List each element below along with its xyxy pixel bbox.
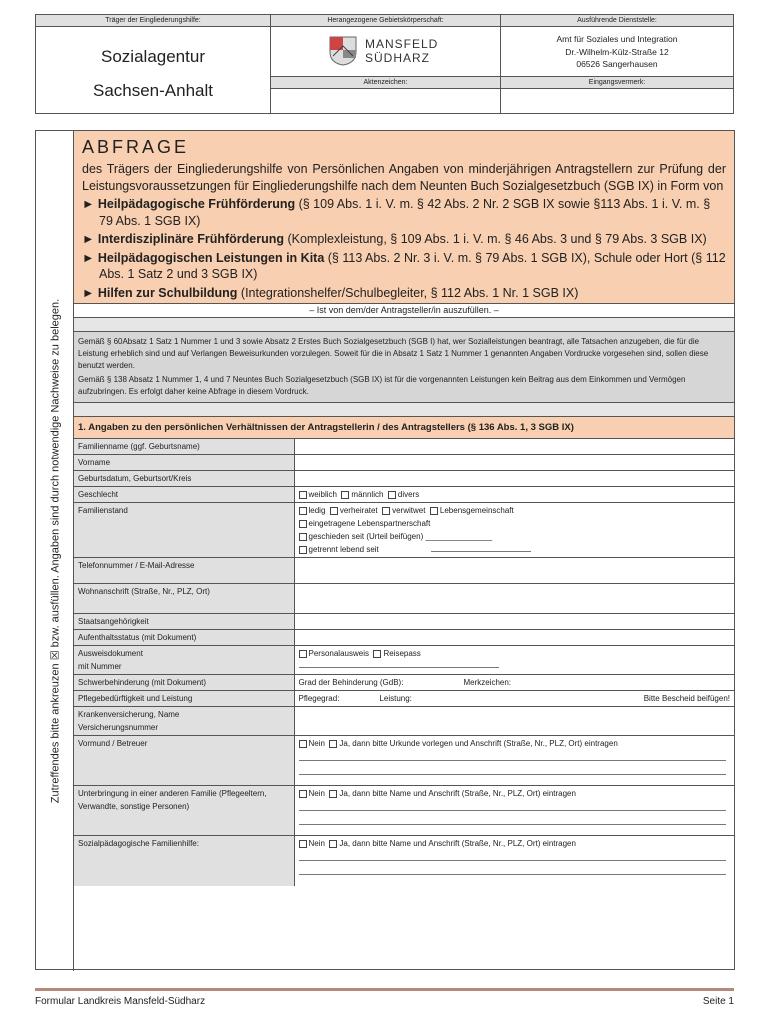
table-row	[74, 630, 734, 646]
table-row: Schwerbehinderung (mit Dokument) Grad der Behinderung (GdB): Merkzeichen:	[74, 675, 734, 691]
table-row: Unterbringung in einer anderen Familie (Pflegeeltern, Verwandte, sonstige Personen) Nein Ja, dann bitte Name und Anschrift (Straße, Nr., PLZ, Ort) eintragen	[74, 786, 734, 836]
side-text: Zutreffendes bitte ankreuzen ☒ bzw. ausfüllen. Angaben sind durch notwendige Nachweise zu belegen.	[49, 298, 62, 804]
field-label: Telefonnummer / E-Mail-Adresse	[74, 558, 294, 584]
info-text-1: Gemäß § 60Absatz 1 Satz 1 Nummer 1 und 3 sowie Absatz 2 Erstes Buch Sozialgesetzbuch (SGB I) hat, wer Sozialleistungen beantragt, alle Tatsachen anzugeben, die für die Leistung erheblich sind und auf Verlangen Beweisurkunden vorzulegen. Soweit für die in Absatz 1 Satz 1 Nummer 1 genannten Angaben Vordrucke vorgesehen sind, sollen diese benutzt werden.	[78, 337, 709, 370]
checkbox-sozpaed-ja[interactable]	[329, 840, 337, 848]
field-label: Krankenversicherung, Name Versicherungsnummer	[74, 707, 294, 736]
stelle-address	[501, 27, 733, 77]
staat-input[interactable]	[294, 614, 734, 630]
checkbox-personalausweis[interactable]	[299, 650, 307, 658]
checkbox-partnerschaft[interactable]	[299, 520, 307, 528]
abfrage-title: ABFRAGE	[82, 137, 190, 157]
abfrage-box	[74, 131, 734, 304]
checkbox-verheiratet[interactable]	[330, 507, 338, 515]
info-text-2: Gemäß § 138 Absatz 1 Nummer 1, 4 und 7 Neuntes Buch Sozialgesetzbuch (SGB IX) ist für die vorgenannten Leistungen kein Beitrag aus dem Einkommen und Vermögen aufzubringen. Es erfolgt daher keine Abfrage in diesem Vordruck.	[78, 375, 686, 396]
page-footer	[35, 988, 734, 1007]
field-label: Pflegebedürftigkeit und Leistung	[74, 691, 294, 707]
field-label: Staatsangehörigkeit	[74, 614, 294, 630]
field-label: Unterbringung in einer anderen Familie (Pflegeeltern, Verwandte, sonstige Personen)	[74, 786, 294, 836]
field-label: Familienstand	[74, 503, 294, 558]
checkbox-reisepass[interactable]	[373, 650, 381, 658]
aufenthalt-input[interactable]	[294, 630, 734, 646]
vorname-input[interactable]	[294, 455, 734, 471]
checkbox-unterbringung-nein[interactable]	[299, 790, 307, 798]
checkbox-verwitwet[interactable]	[382, 507, 390, 515]
stelle-line2: Dr.-Wilhelm-Külz-Straße 12	[565, 46, 669, 57]
personal-data-table	[74, 439, 734, 886]
section-title: 1. Angaben zu den persönlichen Verhältnissen der Antragstellerin / des Antragstellers (§ 136 Abs. 1, 3 SGB IX)	[74, 417, 734, 439]
label-eingang: Eingangsvermerk:	[501, 77, 733, 89]
agency-line1: Sozialagentur	[101, 47, 205, 66]
eingang-field[interactable]	[501, 89, 733, 113]
agency-line2: Sachsen-Anhalt	[92, 81, 214, 100]
kv-input[interactable]	[294, 707, 734, 736]
logo-line2: SÜDHARZ	[365, 51, 431, 65]
checkbox-sozpaed-nein[interactable]	[299, 840, 307, 848]
footer-form-name: Formular Landkreis Mansfeld-Südharz	[35, 996, 206, 1007]
checkbox-weiblich[interactable]	[299, 491, 307, 499]
table-row: Vormund / Betreuer Nein Ja, dann bitte Urkunde vorlegen und Anschrift (Straße, Nr., PLZ, Ort) eintragen	[74, 736, 734, 786]
checkbox-getrennt[interactable]	[299, 546, 307, 554]
label-gebiet: Herangezogene Gebietskörperschaft:	[271, 15, 501, 27]
table-row	[74, 455, 734, 471]
field-label: Geburtsdatum, Geburtsort/Kreis	[74, 471, 294, 487]
stelle-line3: 06526 Sangerhausen	[576, 59, 658, 69]
label-stelle: Ausführende Dienststelle:	[501, 15, 733, 27]
list-item: ► Heilpädagogische Frühförderung (§ 109 Abs. 1 i. V. m. § 42 Abs. 2 Nr. 2 SGB IX sowie §113 Abs. 1 i. V. m. § 79 Abs. 1 SGB IX)	[82, 197, 711, 228]
checkbox-ledig[interactable]	[299, 507, 307, 515]
wohnanschrift-input[interactable]	[294, 584, 734, 614]
checkbox-maennlich[interactable]	[341, 491, 349, 499]
page-number: Seite 1	[702, 996, 734, 1007]
agency-name	[36, 27, 271, 114]
label-traeger: Träger der Eingliederungshilfe:	[36, 15, 271, 27]
header-table	[35, 14, 734, 114]
telefon-input[interactable]	[294, 558, 734, 584]
field-label: Vormund / Betreuer	[74, 736, 294, 786]
table-row	[74, 471, 734, 487]
field-label: Schwerbehinderung (mit Dokument)	[74, 675, 294, 691]
table-row: Familienstand ledig verheiratet verwitwet Lebensgemeinschaft eingetragene Lebenspartnerschaft geschieden seit (Urteil beifügen) _______________ getrennt lebend seit	[74, 503, 734, 558]
logo-area	[271, 27, 501, 77]
form-body	[35, 130, 735, 970]
field-label: Aufenthaltsstatus (mit Dokument)	[74, 630, 294, 646]
table-row	[74, 707, 734, 736]
side-instruction	[36, 131, 74, 971]
geburt-input[interactable]	[294, 471, 734, 487]
field-label: Vorname	[74, 455, 294, 471]
label-aktenzeichen: Aktenzeichen:	[271, 77, 501, 89]
field-label: Ausweisdokument mit Nummer	[74, 646, 294, 675]
field-label: Familienname (ggf. Geburtsname)	[74, 439, 294, 455]
table-row	[74, 439, 734, 455]
stelle-line1: Amt für Soziales und Integration	[556, 34, 678, 44]
table-row: Ausweisdokument mit Nummer Personalausweis Reisepass	[74, 646, 734, 675]
list-item: ► Hilfen zur Schulbildung (Integrationshelfer/Schulbegleiter, § 112 Abs. 1 Nr. 1 SGB IX)	[82, 285, 579, 300]
legal-info	[74, 332, 734, 403]
aktenzeichen-field[interactable]	[271, 89, 501, 113]
checkbox-vormund-nein[interactable]	[299, 740, 307, 748]
table-row: Sozialpädagogische Familienhilfe: Nein Ja, dann bitte Name und Anschrift (Straße, Nr., PLZ, Ort) eintragen	[74, 836, 734, 886]
list-item: ► Heilpädagogischen Leistungen in Kita (§ 113 Abs. 2 Nr. 3 i. V. m. § 79 Abs. 1 SGB IX), Schule oder Hort (§ 112 Abs. 1 Satz 2 und 3 SGB IX)	[82, 250, 726, 281]
logo-line1: MANSFELD	[365, 37, 439, 51]
table-row	[74, 614, 734, 630]
abfrage-intro: des Trägers der Eingliederungshilfe von Persönlichen Angaben von minderjährigen Antragstellern zur Prüfung der Leistungsvoraussetzungen für Eingliederungshilfe nach dem Neunten Buch Sozialgesetzbuch (SGB IX) in Form von	[82, 162, 726, 193]
checkbox-geschieden[interactable]	[299, 533, 307, 541]
table-row: Pflegebedürftigkeit und Leistung Pflegegrad: Leistung: Bitte Bescheid beifügen!	[74, 691, 734, 707]
table-row: Geschlecht weiblich männlich divers	[74, 487, 734, 503]
fill-note: – Ist von dem/der Antragsteller/in auszufüllen. –	[74, 304, 734, 318]
field-label: Sozialpädagogische Familienhilfe:	[74, 836, 294, 886]
coat-of-arms-icon	[329, 36, 357, 66]
familienname-input[interactable]	[294, 439, 734, 455]
table-row	[74, 584, 734, 614]
checkbox-lebensgemeinschaft[interactable]	[430, 507, 438, 515]
field-label: Wohnanschrift (Straße, Nr., PLZ, Ort)	[74, 584, 294, 614]
checkbox-unterbringung-ja[interactable]	[329, 790, 337, 798]
checkbox-divers[interactable]	[388, 491, 396, 499]
checkbox-vormund-ja[interactable]	[329, 740, 337, 748]
list-item: ► Interdisziplinäre Frühförderung (Komplexleistung, § 109 Abs. 1 i. V. m. § 46 Abs. 3 und § 79 Abs. 3 SGB IX)	[82, 232, 707, 246]
field-label: Geschlecht	[74, 487, 294, 503]
table-row	[74, 558, 734, 584]
